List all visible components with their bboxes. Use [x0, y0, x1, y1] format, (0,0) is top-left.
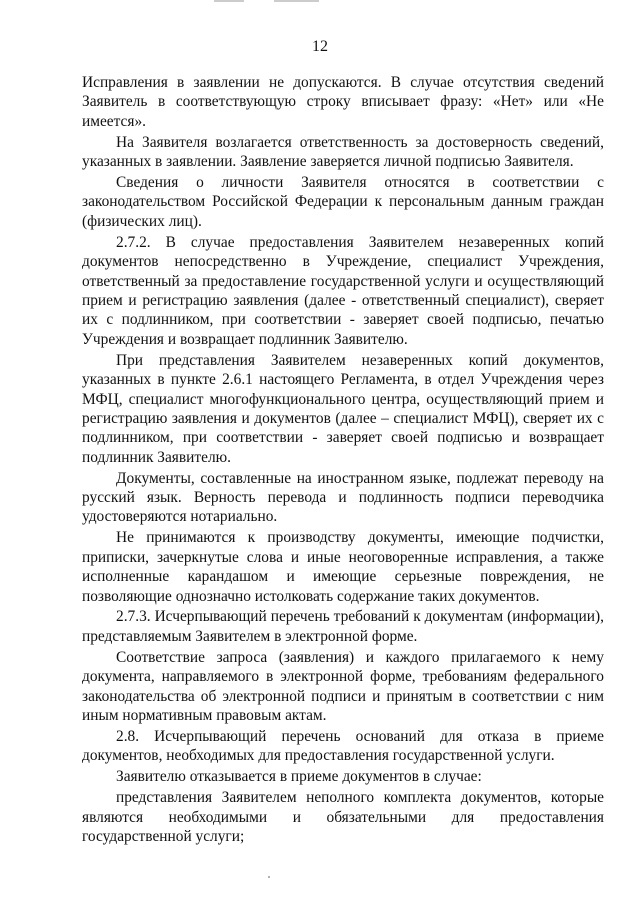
- paragraph-electronic-compliance: Соответствие запроса (заявления) и каждого прилагаемого к нему документа, направляемого в электронной форме, требованиям федерального законодательства об электронной подписи и принятым в соответствии с ним иным нормативным правовым актам.: [82, 648, 604, 724]
- paragraph-2-8: 2.8. Исчерпывающий перечень оснований для отказа в приеме документов, необходимых для предоставления государственной услуги.: [82, 727, 604, 765]
- document-body: [82, 73, 604, 848]
- paragraph-2-7-3: 2.7.3. Исчерпывающий перечень требований к документам (информации), представляемым Заявителем в электронной форме.: [82, 608, 604, 645]
- paragraph-incomplete-set: представления Заявителем неполного комплекта документов, которые являются необходимыми и обязательными для предоставления государственной услуги;: [82, 789, 604, 845]
- page-number: 12: [312, 38, 328, 55]
- paragraph-2-7-2: 2.7.2. В случае предоставления Заявителем незаверенных копий документов непосредственно в Учреждение, специалист Учреждения, ответственный за предоставление государственной услуги и осуществляющий прием и регистрацию заявления (далее - ответственный специалист), сверяет их с подлинником, при соответствии - заверяет своей подписью, печатью Учреждения и возвращает подлинник Заявителю.: [82, 233, 604, 348]
- paragraph-mfc: При представления Заявителем незаверенных копий документов, указанных в пункте 2.6.1 настоящего Регламента, в отдел Учреждения через МФЦ, специалист многофункционального центра, осуществляющий прием и регистрацию заявления и документов (далее – специалист МФЦ), сверяет их с подлинником, при соответствии - заверяет своей подписью и возвращает подлинник Заявителю.: [82, 351, 604, 466]
- paragraph-personal-data: Сведения о личности Заявителя относятся в соответствии с законодательством Российской Федерации к персональным данным граждан (физических лиц).: [82, 174, 604, 230]
- paragraph-not-accepted: Не принимаются к производству документы, имеющие подчистки, приписки, зачеркнутые слова и иные неоговоренные исправления, а также исполненные карандашом и имеющие серьезные повреждения, не позволяющие однозначно истолковать содержание таких документов.: [82, 529, 604, 605]
- scan-speck: [268, 876, 270, 878]
- paragraph-corrections: Исправления в заявлении не допускаются. В случае отсутствия сведений Заявитель в соответствующую строку вписывает фразу: «Нет» или «Не имеется».: [82, 74, 604, 130]
- scan-top-mark: [214, 0, 364, 2]
- paragraph-refusal-cases: Заявителю отказывается в приеме документов в случае:: [116, 768, 482, 786]
- paragraph-foreign-language: Документы, составленные на иностранном языке, подлежат переводу на русский язык. Верность перевода и подлинность подписи переводчика удостоверяются нотариально.: [82, 469, 604, 526]
- paragraph-responsibility: На Заявителя возлагается ответственность за достоверность сведений, указанных в заявлении. Заявление заверяется личной подписью Заявителя.: [82, 133, 604, 171]
